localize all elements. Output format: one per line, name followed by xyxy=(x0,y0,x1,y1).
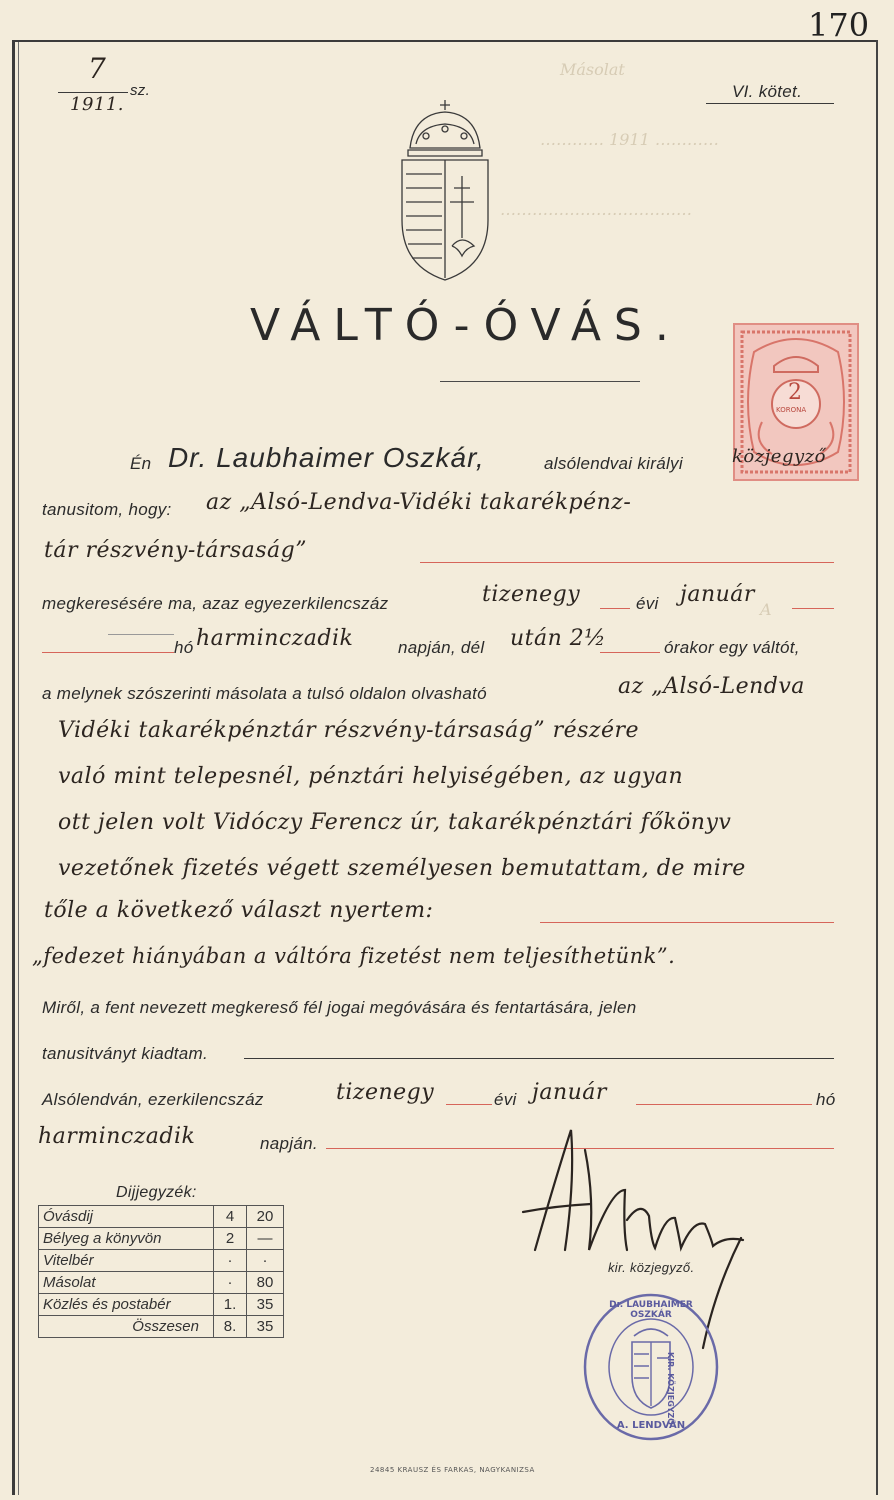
volume-label: VI. kötet. xyxy=(732,82,803,101)
fee-korona: 2 xyxy=(214,1228,247,1250)
entry-year: 1911. xyxy=(70,94,125,115)
bleed-through-text: Másolat xyxy=(560,60,625,79)
certify-hand: az „Alsó-Lendva-Vidéki takarékpénz- xyxy=(206,490,632,515)
month-hand: január xyxy=(680,582,755,607)
fee-total-filler: 35 xyxy=(247,1316,284,1338)
seal-line-3: A. LENDVÁN xyxy=(616,1420,686,1431)
stamp-value: 2 xyxy=(788,380,802,405)
top-border xyxy=(12,40,878,42)
fee-filler: · xyxy=(247,1250,284,1272)
fee-row xyxy=(39,1294,284,1316)
red-rule xyxy=(540,922,834,923)
volume-rule xyxy=(706,103,834,104)
reply-quote: „fedezet hiányában a váltóra fizetést nem teljesíthetünk”. xyxy=(32,944,676,968)
closing-line-1: Miről, a fent nevezett megkereső fél jogai megóvására és fentartására, jelen xyxy=(42,998,637,1017)
place-ho: hó xyxy=(816,1090,836,1109)
red-rule xyxy=(420,562,834,563)
bleed-through-text: ……………………………… xyxy=(500,200,692,219)
fee-label: Óvásdij xyxy=(39,1206,214,1228)
napjan-del-label: napján, dél xyxy=(398,638,485,657)
fee-label: Másolat xyxy=(39,1272,214,1294)
red-rule xyxy=(636,1104,812,1105)
printer-imprint: 24845 KRAUSZ ÉS FARKAS, NAGYKANIZSA xyxy=(370,1466,535,1474)
red-rule xyxy=(446,1104,492,1105)
copy-label: a melynek szószerinti másolata a tulsó oldalon olvasható xyxy=(42,684,487,703)
fee-row xyxy=(39,1272,284,1294)
narrative-line-2: való mint telepesnél, pénztári helyiségében, az ugyan xyxy=(58,764,684,789)
royal-label: alsólendvai királyi xyxy=(544,454,683,473)
closing-line-2: tanusitványt kiadtam. xyxy=(42,1044,208,1063)
place-year-hand: tizenegy xyxy=(336,1080,435,1105)
fee-total-korona: 8. xyxy=(214,1316,247,1338)
fee-label: Vitelbér xyxy=(39,1250,214,1272)
red-rule xyxy=(42,652,174,653)
bleed-through-text: ………… 1911 ………… xyxy=(540,130,719,149)
fee-korona: · xyxy=(214,1250,247,1272)
stamp-unit: KORONA xyxy=(776,406,807,414)
place-month-hand: január xyxy=(532,1080,607,1105)
fee-row xyxy=(39,1206,284,1228)
orakor-label: órakor egy váltót, xyxy=(664,638,800,657)
year-word-hand: tizenegy xyxy=(482,582,581,607)
strike-rule xyxy=(108,634,174,635)
title-underline xyxy=(440,381,640,382)
place-day-hand: harminczadik xyxy=(38,1124,196,1149)
fee-row xyxy=(39,1250,284,1272)
copy-hand: az „Alsó-Lendva xyxy=(618,674,805,699)
bleed-through-text: A xyxy=(760,600,772,619)
fee-label: Bélyeg a könyvön xyxy=(39,1228,214,1250)
place-evi: évi xyxy=(494,1090,517,1109)
red-rule xyxy=(600,652,660,653)
blank-rule xyxy=(244,1058,834,1059)
place-napjan: napján. xyxy=(260,1134,318,1153)
red-rule xyxy=(792,608,834,609)
fee-filler: 35 xyxy=(247,1294,284,1316)
sz-label: sz. xyxy=(130,82,151,99)
time-hand: után 2½ xyxy=(510,626,607,651)
seal-line-2: KIR. KÖZJEGYZŐ xyxy=(666,1352,675,1425)
place-label: Alsólendván, ezerkilencszáz xyxy=(42,1090,264,1109)
evi-label: évi xyxy=(636,594,659,613)
document-title: VÁLTÓ-ÓVÁS. xyxy=(250,300,682,351)
fee-list-title: Dijjegyzék: xyxy=(116,1184,197,1201)
en-label: Én xyxy=(130,454,152,473)
fee-label: Közlés és postabér xyxy=(39,1294,214,1316)
page-number: 170 xyxy=(808,6,870,44)
ho-label: hó xyxy=(174,638,194,657)
red-rule xyxy=(600,608,630,609)
notary-seal xyxy=(582,1292,720,1442)
fee-korona: 4 xyxy=(214,1206,247,1228)
narrative-line-4: vezetőnek fizetés végett személyesen bemutattam, de mire xyxy=(58,856,746,881)
entry-number: 7 xyxy=(88,52,107,85)
fee-korona: · xyxy=(214,1272,247,1294)
narrative-line-3: ott jelen volt Vidóczy Ferencz úr, takarékpénztári főkönyv xyxy=(58,810,732,835)
fee-total-row xyxy=(39,1316,284,1338)
certify-label: tanusitom, hogy: xyxy=(42,500,172,519)
coat-of-arms-icon xyxy=(396,96,494,288)
request-label: megkeresésére ma, azaz egyezerkilencszáz xyxy=(42,594,389,613)
right-border xyxy=(876,40,878,1495)
number-rule xyxy=(58,92,128,93)
narrative-line-1: Vidéki takarékpénztár részvény-társaság” részére xyxy=(58,718,640,743)
fee-table xyxy=(38,1205,284,1338)
royal-title-hand: közjegyző xyxy=(732,446,826,467)
left-border xyxy=(12,40,15,1495)
fee-total-label: Összesen xyxy=(39,1316,214,1338)
fee-filler: 20 xyxy=(247,1206,284,1228)
seal-line-1: Dr. LAUBHAIMER OSZKÁR xyxy=(609,1300,693,1320)
day-hand: harminczadik xyxy=(196,626,354,651)
fee-korona: 1. xyxy=(214,1294,247,1316)
signature-caption: kir. közjegyző. xyxy=(608,1260,695,1275)
company-line-hand: tár részvény-társaság” xyxy=(44,538,307,563)
narrative-line-5: tőle a következő választ nyertem: xyxy=(44,898,434,923)
fee-filler: 80 xyxy=(247,1272,284,1294)
notary-name: Dr. Laubhaimer Oszkár, xyxy=(168,442,485,473)
left-border-inner xyxy=(18,40,19,1495)
fee-row xyxy=(39,1228,284,1250)
fee-filler: — xyxy=(247,1228,284,1250)
